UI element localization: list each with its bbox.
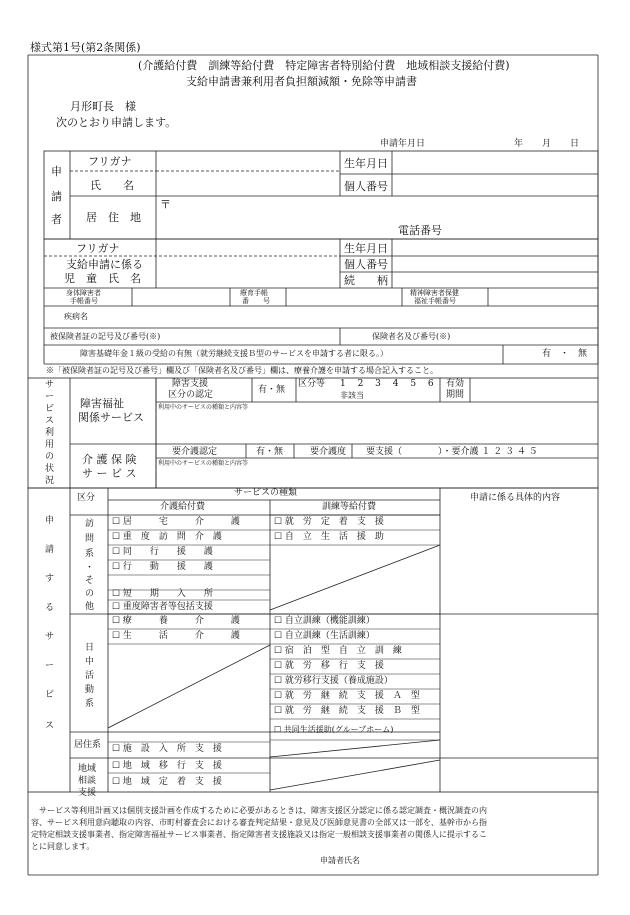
intro-text: 次のとおり申請します。 [56, 116, 177, 129]
checkbox-accompany-support[interactable]: ☐ 同 行 援 護 [112, 547, 213, 557]
care-level-label: 要介護度 [310, 447, 347, 457]
child-birthdate-label: 生年月日 [344, 242, 388, 255]
side-char: す [45, 574, 55, 584]
checkbox-continued-employment-b[interactable]: ☐ 就 労 継 続 支 援 Ｂ 型 [274, 706, 420, 716]
cat-char: 活 [85, 671, 95, 681]
physical-cert-label-2: 手帳番号 [70, 297, 98, 305]
applicant-side-label-1: 申 [51, 165, 62, 178]
checkbox-employment-transition[interactable]: ☐ 就 労 移 行 支 援 [274, 661, 384, 671]
support-need-options[interactable]: 要支援（ ）・要介護 １ ２ ３ ４ ５ [366, 447, 538, 457]
disability-service-label-2: 関係サービス [78, 411, 144, 424]
checkbox-independent-living[interactable]: ☐ 自 立 生 活 援 助 [274, 532, 384, 542]
details-field-community[interactable] [441, 759, 597, 791]
child-number-field[interactable] [393, 257, 597, 271]
child-number-label: 個人番号 [344, 258, 388, 271]
care-insurance-label-2: サ ー ビ ス [82, 467, 137, 480]
in-use-field-2[interactable] [157, 468, 597, 487]
checkbox-employment-retention[interactable]: ☐ 就 労 定 着 支 援 [274, 517, 384, 527]
category-residence: 居住系 [74, 740, 102, 750]
mental-cert-label-1: 精神障害者保健 [410, 289, 459, 297]
checkbox-employment-transition-training[interactable]: ☐ 就労移行支援（養成施設） [274, 676, 393, 686]
cat-char: 中 [85, 657, 95, 667]
applicant-address-field[interactable] [157, 197, 597, 238]
child-relationship-label: 続 柄 [344, 274, 388, 287]
cat-char: 動 [85, 685, 95, 695]
child-furigana-label: フリガナ [76, 242, 120, 255]
checkbox-home-care[interactable]: ☐ 居 宅 介 護 [112, 517, 240, 527]
cat-char: 地域 [78, 764, 97, 774]
side-char: 利 [45, 428, 55, 438]
side-char: 請 [45, 545, 55, 555]
side-char: 用 [45, 440, 55, 450]
child-birthdate-field[interactable] [393, 240, 597, 255]
support-cert-label-1: 障害支援 [172, 379, 209, 389]
level-options[interactable]: 1 2 3 4 5 6 [340, 379, 434, 389]
disease-label: 疾病名 [64, 312, 88, 321]
details-header: 申請に係る具体的内容 [470, 493, 561, 503]
side-char: 況 [45, 476, 55, 486]
in-use-label-2: 利用中のサービスの種類と内容等 [158, 460, 249, 467]
date-year-unit: 年 [514, 139, 524, 149]
side-char: ビ [45, 690, 55, 700]
checkbox-community-settlement[interactable]: ☐ 地 域 定 着 支 援 [112, 777, 222, 787]
side-char: サ [45, 632, 55, 642]
postal-mark: 〒 [160, 198, 171, 211]
cat-char: ・ [85, 563, 95, 573]
checkbox-community-transition[interactable]: ☐ 地 域 移 行 支 援 [112, 761, 222, 771]
training-benefits-header: 訓練等給付費 [322, 502, 377, 512]
details-field-day[interactable] [441, 615, 597, 757]
cat-char: 訪 [85, 519, 95, 529]
cat-char: 問 [85, 534, 95, 544]
insured-cert-label: 被保険者証の記号及び番号(※) [50, 332, 161, 341]
checkbox-medical-care[interactable]: ☐ 療 養 介 護 [112, 616, 240, 626]
date-month-unit: 月 [542, 139, 552, 149]
checkbox-short-stay[interactable]: ☐ 短 期 入 所 [112, 589, 213, 599]
checkbox-behavior-support[interactable]: ☐ 行 動 援 護 [112, 562, 213, 572]
checkbox-life-care[interactable]: ☐ 生 活 介 護 [112, 631, 240, 641]
rehab-cert-label-2: 番 号 [242, 297, 270, 305]
checkbox-severe-visit-care[interactable]: ☐ 重 度 訪 問 介 護 [112, 532, 222, 542]
consent-line-2: 容、サービス利用意向聴取の内容、市町村審査会における審査判定結果・意見及び医師意見書の全部又は一部を、基幹市から指 [31, 818, 487, 827]
care-insurance-label-1: 介 護 保 険 [82, 453, 137, 466]
consent-line-1: サービス等利用計画又は個別支援計画を作成するために必要があるときは、障害支援区分認定に係る認定調査・概況調査の内 [31, 806, 487, 815]
child-name-field[interactable] [157, 257, 339, 287]
side-char: ビ [45, 404, 55, 414]
side-char: ス [45, 721, 55, 731]
physical-cert-label-1: 身体障害者 [66, 289, 101, 297]
valid-period-label-1: 有効 [446, 379, 465, 389]
valid-period-label-2: 期間 [446, 390, 465, 400]
mental-cert-label-2: 福祉手帳番号 [414, 297, 456, 305]
signature-field[interactable] [370, 853, 596, 871]
applicant-furigana-label: フリガナ [88, 155, 132, 168]
checkbox-overnight-training[interactable]: ☐ 宿 泊 型 自 立 訓 練 [274, 646, 402, 656]
support-cert-choice[interactable]: 有・無 [258, 385, 286, 395]
child-furigana-field[interactable] [157, 240, 339, 255]
cat-char: 相談 [78, 776, 97, 786]
details-field-home[interactable] [441, 502, 597, 613]
in-use-field-1[interactable] [157, 412, 597, 443]
applicant-name-label: 氏 名 [90, 179, 134, 192]
in-use-label-1: 利用中のサービスの種類と内容等 [158, 404, 249, 411]
child-name-label-1: 支給申請に係る [66, 258, 143, 271]
applicant-address-label: 居 住 地 [86, 211, 141, 224]
side-char: の [45, 452, 55, 462]
form-number: 様式第1号(第2条関係) [30, 41, 141, 54]
applicant-side-label-2: 請 [51, 190, 62, 203]
addressee: 月形町長 様 [70, 100, 136, 113]
side-char: 状 [45, 464, 55, 474]
cat-char: 支援 [78, 788, 97, 798]
cat-char: 系 [85, 699, 95, 709]
cat-char: そ [85, 576, 95, 586]
applicant-number-label: 個人番号 [344, 180, 388, 193]
form-title: 支給申請書兼利用者負担額減額・免除等申請書 [186, 75, 417, 88]
application-date-label: 申請年月日 [380, 139, 426, 149]
care-benefits-header: 介護給付費 [160, 502, 206, 512]
child-name-label-2: 児 童 氏 名 [64, 272, 141, 285]
form-subtitle: (介護給付費 訓練等給付費 特定障害者特別給付費 地域相談支援給付費) [138, 59, 510, 72]
service-types-header: サービスの種類 [234, 488, 298, 498]
insurer-label: 保険者名及び番号(※) [372, 332, 451, 341]
pension-choice[interactable]: 有 ・ 無 [542, 349, 588, 359]
consent-line-4: とに同意します。 [31, 842, 95, 851]
checkbox-group-home[interactable]: ☐ 共同生活援助(グループホーム) [274, 725, 394, 734]
side-char: る [45, 603, 55, 613]
side-char: ー [45, 392, 55, 402]
insurance-note: ※「被保険者証の記号及び番号」欄及び「保険者名及び番号」欄は、療養介護を申請する場合記入すること。 [46, 366, 438, 375]
consent-line-3: 定特定相談支援事業者、指定障害福祉サービス事業者、指定障害者支援施設又は指定一般相談支援事業者の関係人に提示するこ [31, 830, 487, 839]
applicant-birthdate-field[interactable] [393, 152, 597, 173]
applicant-furigana-field[interactable] [157, 152, 339, 170]
cat-char: 日 [85, 643, 95, 653]
not-applicable-option[interactable]: 非該当 [340, 391, 364, 400]
care-cert-choice[interactable]: 有・無 [256, 447, 284, 457]
side-char: ー [45, 661, 55, 671]
date-day-unit: 日 [570, 139, 580, 149]
cat-char: の [85, 589, 95, 599]
checkbox-facility-admission[interactable]: ☐ 施 設 入 所 支 援 [112, 744, 222, 754]
level-label: 区分等 [298, 379, 326, 389]
side-char: 申 [45, 516, 55, 526]
care-cert-label: 要介護認定 [172, 447, 218, 457]
rehab-cert-label-1: 療育手帳 [240, 289, 268, 297]
phone-label: 電話番号 [398, 224, 442, 237]
checkbox-comprehensive-support[interactable]: ☐ 重度障害者等包括支援 [112, 602, 213, 612]
disability-service-label-1: 障害福祉 [80, 397, 124, 410]
cat-char: 系 [85, 549, 95, 559]
applicant-number-field[interactable] [393, 175, 597, 195]
signature-label: 申請者氏名 [320, 856, 360, 865]
category-header: 区分 [77, 493, 96, 503]
pension-label: 障害基礎年金１級の受給の有無（就労継続支援Ｂ型のサービスを申請する者に限る。） [80, 349, 388, 358]
support-cert-label-2: 区分の認定 [168, 390, 214, 400]
checkbox-continued-employment-a[interactable]: ☐ 就 労 継 続 支 援 Ａ 型 [274, 691, 420, 701]
child-relationship-field[interactable] [393, 273, 597, 287]
checkbox-life-training[interactable]: ☐ 自立訓練（生活訓練） [274, 631, 375, 641]
side-char: ス [45, 416, 55, 426]
applicant-side-label-3: 者 [51, 213, 62, 226]
applicant-name-field[interactable] [157, 172, 339, 195]
cat-char: 他 [85, 602, 95, 612]
applicant-birthdate-label: 生年月日 [344, 157, 388, 170]
checkbox-function-training[interactable]: ☐ 自立訓練（機能訓練） [274, 616, 375, 626]
side-char: サ [45, 380, 55, 390]
